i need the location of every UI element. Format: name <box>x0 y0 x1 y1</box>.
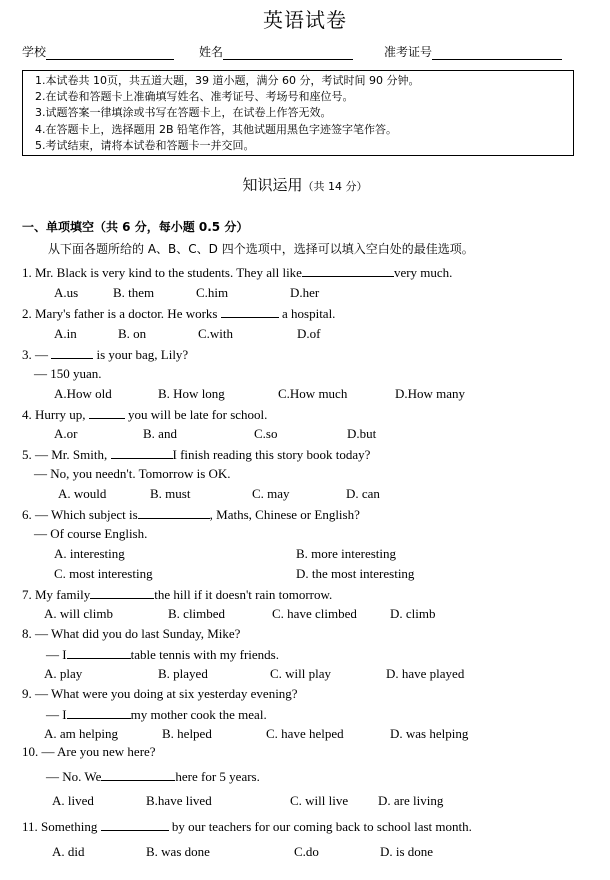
option-a: A.us <box>54 285 79 300</box>
option-a: A. am helping <box>44 726 119 741</box>
notice-line: 3.试题答案一律填涂或书写在答题卡上，在试卷上作答无效。 <box>35 106 332 120</box>
question-6-reply: — Of course English. <box>34 526 148 541</box>
option-a: A. will climb <box>44 606 113 621</box>
option-c: C. will play <box>270 666 332 681</box>
question-6: 6. — Which subject is , Maths, Chinese or English? <box>22 507 360 522</box>
exam-no-line <box>432 46 562 60</box>
option-d: D.her <box>290 285 320 300</box>
answer-blank[interactable] <box>101 768 175 781</box>
question-1: 1. Mr. Black is very kind to the students. They all like very much. <box>22 265 453 280</box>
name-field[interactable]: 姓名 <box>199 43 353 60</box>
option-d: D. the most interesting <box>296 566 415 581</box>
question-4: 4. Hurry up, you will be late for school. <box>22 407 268 422</box>
exam-no-field[interactable]: 准考证号 <box>384 43 562 60</box>
answer-blank[interactable] <box>138 506 210 519</box>
answer-blank[interactable] <box>221 305 279 318</box>
option-b: B. helped <box>162 726 212 741</box>
option-c: C.him <box>196 285 229 300</box>
option-a: A. would <box>58 486 107 501</box>
option-d: D.How many <box>395 386 466 401</box>
option-d: D. are living <box>378 793 444 808</box>
option-a: A. did <box>52 844 85 859</box>
option-d: D. climb <box>390 606 436 621</box>
option-b: B. must <box>150 486 191 501</box>
question-9: 9. — What were you doing at six yesterday evening? <box>22 686 298 701</box>
option-d: D. have played <box>386 666 465 681</box>
option-d: D.but <box>347 426 377 441</box>
answer-blank[interactable] <box>101 818 169 831</box>
section-heading: 知识运用（共 14 分） <box>242 176 368 194</box>
school-line <box>46 46 174 60</box>
option-b: B. was done <box>146 844 210 859</box>
option-b: B. more interesting <box>296 546 397 561</box>
question-5: 5. — Mr. Smith, I finish reading this story book today? <box>22 447 371 462</box>
option-b: B. them <box>113 285 155 300</box>
answer-blank[interactable] <box>111 446 173 459</box>
option-b: B.have lived <box>146 793 212 808</box>
option-d: D. can <box>346 486 380 501</box>
notice-line: 4.在答题卡上，选择题用 2B 铅笔作答，其他试题用黑色字迹签字笔作答。 <box>35 122 398 136</box>
option-b: B. on <box>118 326 147 341</box>
option-a: A. play <box>44 666 83 681</box>
question-10: 10. — Are you new here? <box>22 744 156 759</box>
question-9-reply: — I my mother cook the meal. <box>46 707 267 722</box>
option-a: A.How old <box>54 386 112 401</box>
question-8: 8. — What did you do last Sunday, Mike? <box>22 626 241 641</box>
option-c: C.do <box>294 844 319 859</box>
option-d: D. was helping <box>390 726 469 741</box>
question-11: 11. Something by our teachers for our coming back to school last month. <box>22 819 472 834</box>
part-instruction: 从下面各题所给的 A、B、C、D 四个选项中，选择可以填入空白处的最佳选项。 <box>48 242 474 256</box>
option-a: A. lived <box>52 793 94 808</box>
question-3: 3. — is your bag, Lily? <box>22 347 189 362</box>
option-b: B. and <box>143 426 177 441</box>
option-c: C.with <box>198 326 234 341</box>
answer-blank[interactable] <box>67 706 131 719</box>
question-10-reply: — No. We here for 5 years. <box>46 769 260 784</box>
part-heading: 一、单项填空（共 6 分，每小题 0.5 分） <box>22 220 249 234</box>
question-8-reply: — I table tennis with my friends. <box>46 647 279 662</box>
question-5-reply: — No, you needn't. Tomorrow is OK. <box>34 466 231 481</box>
answer-blank[interactable] <box>89 406 125 419</box>
exam-notice-box <box>22 70 574 156</box>
option-a: A.in <box>54 326 77 341</box>
answer-blank[interactable] <box>90 586 154 599</box>
name-line <box>223 46 353 60</box>
option-a: A.or <box>54 426 78 441</box>
option-c: C. may <box>252 486 290 501</box>
answer-blank[interactable] <box>51 346 93 359</box>
option-c: C. have helped <box>266 726 344 741</box>
notice-line: 5.考试结束，请将本试卷和答题卡一并交回。 <box>35 138 255 152</box>
page-title: 英语试卷 <box>263 8 347 32</box>
notice-line: 2.在试卷和答题卡上准确填写姓名、准考证号、考场号和座位号。 <box>35 90 354 104</box>
option-c: C.so <box>254 426 278 441</box>
question-2: 2. Mary's father is a doctor. He works a hospital. <box>22 306 336 321</box>
question-7: 7. My family the hill if it doesn't rain tomorrow. <box>22 587 333 602</box>
option-b: B. How long <box>158 386 225 401</box>
option-d: D.of <box>297 326 321 341</box>
student-info-row <box>22 43 582 63</box>
option-c: C. most interesting <box>54 566 153 581</box>
answer-blank[interactable] <box>67 646 131 659</box>
option-b: B. played <box>158 666 208 681</box>
notice-line: 1.本试卷共 10页，共五道大题，39 道小题，满分 60 分，考试时间 90 分钟。 <box>35 74 420 87</box>
school-field[interactable]: 学校 <box>22 43 174 60</box>
option-c: C. have climbed <box>272 606 357 621</box>
option-c: C. will live <box>290 793 349 808</box>
option-a: A. interesting <box>54 546 125 561</box>
option-c: C.How much <box>278 386 348 401</box>
option-d: D. is done <box>380 844 434 859</box>
option-b: B. climbed <box>168 606 226 621</box>
question-3-reply: — 150 yuan. <box>34 366 102 381</box>
answer-blank[interactable] <box>302 264 394 277</box>
